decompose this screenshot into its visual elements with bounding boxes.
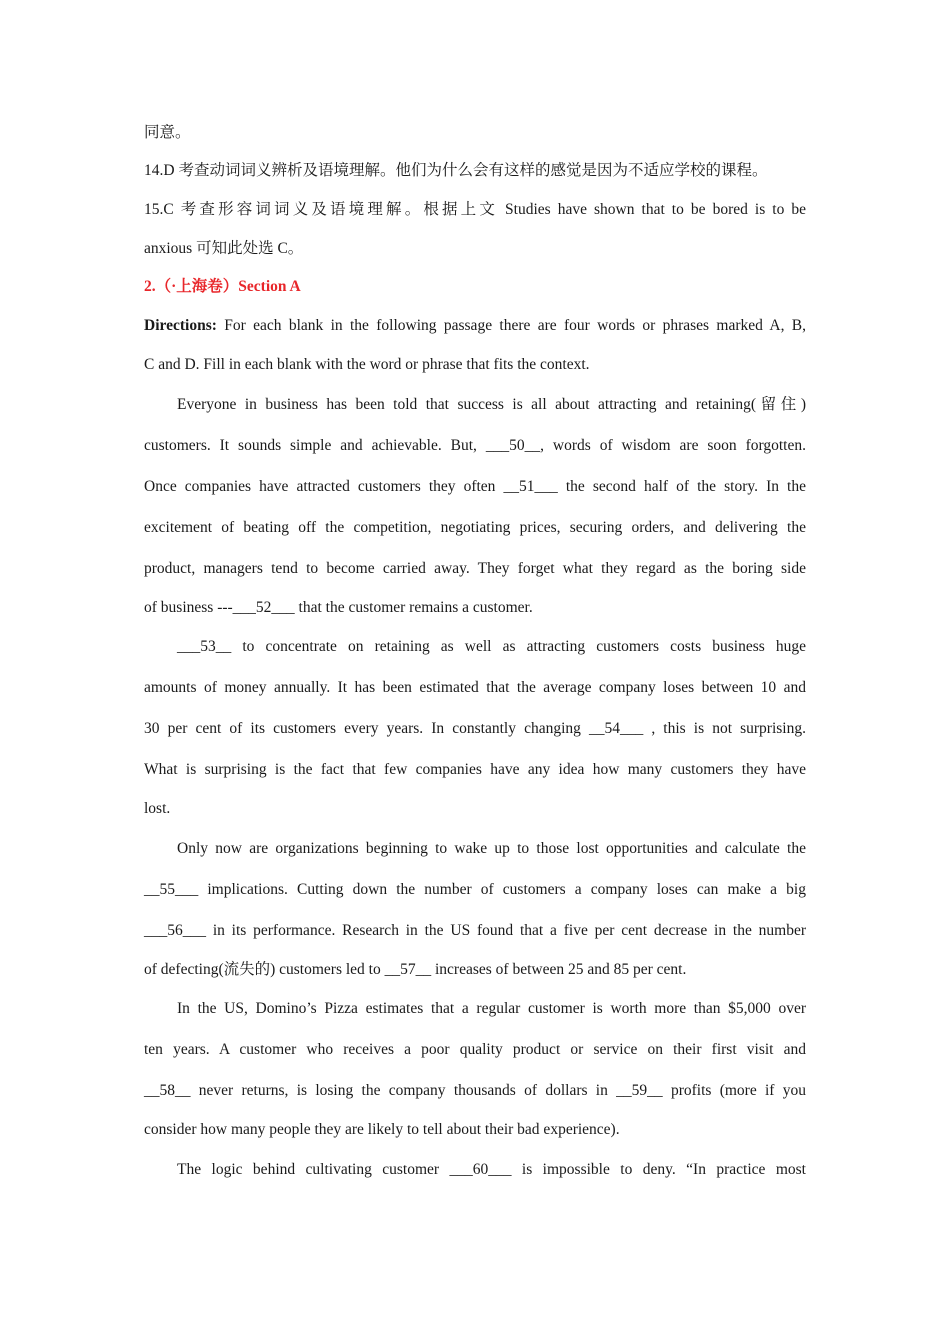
passage-line: What is surprising is the fact that few companies have any idea how many customers they have: [144, 761, 806, 778]
answer-line-continued: 同意。: [144, 124, 191, 141]
directions-text: For each blank in the following passage there are four words or phrases marked A, B,: [216, 317, 806, 334]
answer-14: 14.D 考查动词词义辨析及语境理解。他们为什么会有这样的感觉是因为不适应学校的课程。: [144, 161, 768, 179]
passage-line: Once companies have attracted customers they often __51___ the second half of the story. In the: [144, 477, 806, 495]
passage-line: product, managers tend to become carried away. They forget what they regard as the boring side: [144, 559, 806, 577]
passage-line: __55___ implications. Cutting down the number of customers a company loses can make a big: [144, 880, 806, 898]
passage-line: excitement of beating off the competition, negotiating prices, securing orders, and delivering the: [144, 518, 806, 536]
passage-line: Only now are organizations beginning to wake up to those lost opportunities and calculate the: [177, 839, 806, 857]
answer-15-line1: 15.C 考查形容词词义及语境理解。根据上文 Studies have shown that to be bored is to be: [144, 201, 806, 218]
passage-line: ten years. A customer who receives a poor quality product or service on their first visit and: [144, 1041, 806, 1058]
section-heading: 2.（·上海卷）Section A: [144, 277, 301, 295]
passage-line: of business ---___52___ that the customer remains a customer.: [144, 598, 533, 616]
document-page: [144, 114, 806, 1190]
passage-line: 30 per cent of its customers every years. In constantly changing __54___ , this is not surprising.: [144, 720, 806, 737]
passage-line: amounts of money annually. It has been estimated that the average company loses between 10 and: [144, 679, 806, 696]
directions-line2: C and D. Fill in each blank with the word or phrase that fits the context.: [144, 356, 590, 373]
passage-line: customers. It sounds simple and achievable. But, ___50__, words of wisdom are soon forgotten.: [144, 436, 806, 454]
passage-line: Everyone in business has been told that success is all about attracting and retaining(留住): [177, 395, 806, 413]
answer-15-line2: anxious 可知此处选 C。: [144, 240, 304, 257]
passage-line: consider how many people they are likely to tell about their bad experience).: [144, 1121, 620, 1138]
directions-line1: [144, 305, 806, 346]
passage-line: In the US, Domino’s Pizza estimates that a regular customer is worth more than $5,000 over: [177, 1000, 806, 1017]
passage-line: __58__ never returns, is losing the company thousands of dollars in __59__ profits (more if you: [144, 1082, 806, 1099]
passage-line: lost.: [144, 800, 171, 817]
passage-line: of defecting(流失的) customers led to __57__ increases of between 25 and 85 per cent.: [144, 960, 687, 978]
directions-label: Directions:: [144, 317, 217, 334]
passage-line: ___56___ in its performance. Research in the US found that a five per cent decrease in the number: [144, 921, 806, 939]
passage-line: The logic behind cultivating customer ___60___ is impossible to deny. “In practice most: [177, 1160, 806, 1178]
passage-line: ___53__ to concentrate on retaining as well as attracting customers costs business huge: [177, 638, 806, 655]
